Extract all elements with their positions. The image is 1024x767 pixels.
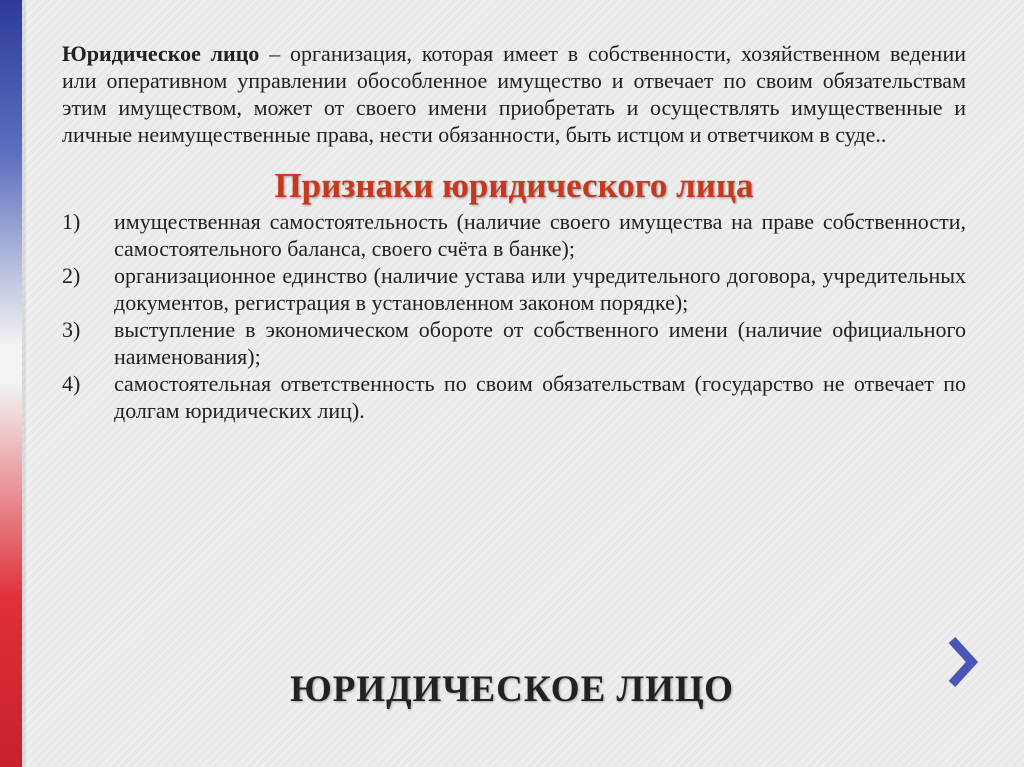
list-item	[62, 262, 966, 316]
stripe-shadow	[22, 0, 26, 767]
slide-content	[62, 40, 966, 424]
list-item-text: самостоятельная ответственность по своим обязательствам (государство не отвечает по долгам юридических лиц).	[114, 371, 966, 423]
list-item-number: 2)	[62, 263, 81, 288]
list-item-text: организационное единство (наличие устава или учредительного договора, учредительных документов, регистрация в установленном законом порядке);	[114, 263, 966, 315]
list-item	[62, 370, 966, 424]
definition-text: – организация, которая имеет в собственности, хозяйственном ведении или оперативном управлении обособленное имущество и отвечает по своим обязательствам этим имуществом, может от своего имени приобретать и осуществлять имущественные и личные неимущественные права, нести обязанности, быть истцом и ответчиком в суде..	[62, 41, 966, 147]
flag-stripe	[0, 0, 22, 767]
list-item	[62, 316, 966, 370]
list-item-number: 3)	[62, 317, 81, 342]
features-heading: Признаки юридического лица	[274, 166, 754, 205]
list-item-number: 4)	[62, 371, 81, 396]
list-item-number: 1)	[62, 209, 81, 234]
features-list	[62, 208, 966, 424]
definition-term: Юридическое лицо	[62, 41, 260, 66]
list-item-text: выступление в экономическом обороте от собственного имени (наличие официального наименования);	[114, 317, 966, 369]
list-item	[62, 208, 966, 262]
slide-title: ЮРИДИЧЕСКОЕ ЛИЦО	[290, 669, 734, 710]
list-item-text: имущественная самостоятельность (наличие своего имущества на праве собственности, самостоятельного баланса, своего счёта в банке);	[114, 209, 966, 261]
definition-paragraph	[62, 40, 966, 148]
